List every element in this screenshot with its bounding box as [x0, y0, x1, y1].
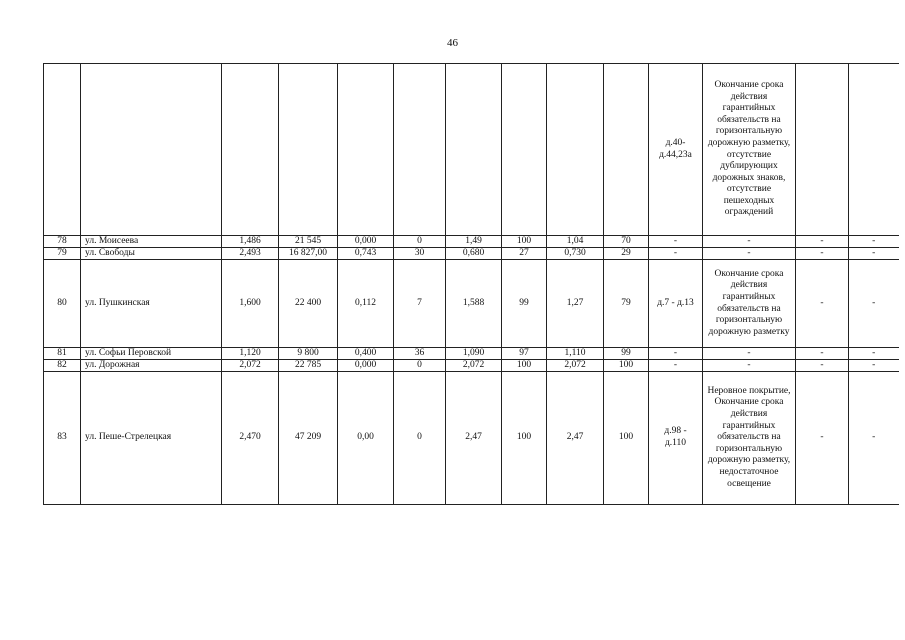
cell-percent-a: 0	[394, 236, 446, 248]
cell-value-b: 1,090	[446, 348, 502, 360]
cell-value-a: 0,112	[338, 260, 394, 348]
cell-value-c: 2,072	[547, 360, 604, 372]
cell-houses: д.7 - д.13	[649, 260, 703, 348]
cell-number: 83	[44, 372, 81, 505]
cell-street: ул. Софьи Перовской	[81, 348, 222, 360]
cell-notes: Неровное покрытие, Окончание срока действия гарантийных обязательств на горизонтальную дорожную разметку, недостаточное освещение	[703, 372, 796, 505]
cell-notes: Окончание срока действия гарантийных обязательств на горизонтальную дорожную разметку, отсутствие дублирующих дорожных знаков, отсутствие пешеходных ограждений	[703, 64, 796, 236]
cell-percent-b: 27	[502, 248, 547, 260]
cell-number: 81	[44, 348, 81, 360]
cell-houses-text: д.40- д.44,23а	[659, 137, 692, 160]
cell-percent-c: 100	[604, 372, 649, 505]
cell-percent-c: 70	[604, 236, 649, 248]
cell-houses	[649, 64, 703, 236]
cell-length: 2,072	[222, 360, 279, 372]
cell-extra-a: -	[796, 360, 849, 372]
cell-street	[81, 64, 222, 236]
cell-houses: -	[649, 360, 703, 372]
cell-houses-text: д.98 - д.110	[664, 426, 687, 448]
cell-houses	[649, 372, 703, 505]
cell-houses: -	[649, 348, 703, 360]
cell-percent-a: 0	[394, 372, 446, 505]
cell-length: 2,493	[222, 248, 279, 260]
cell-value-a: 0,400	[338, 348, 394, 360]
cell-area: 22 400	[279, 260, 338, 348]
cell-length	[222, 64, 279, 236]
cell-percent-a: 30	[394, 248, 446, 260]
cell-percent-c: 29	[604, 248, 649, 260]
cell-notes: -	[703, 360, 796, 372]
table-row	[44, 360, 899, 372]
cell-notes: Окончание срока действия гарантийных обязательств на горизонтальную дорожную разметку	[703, 260, 796, 348]
cell-length: 1,120	[222, 348, 279, 360]
cell-area: 16 827,00	[279, 248, 338, 260]
cell-street: ул. Пеше-Стрелецкая	[81, 372, 222, 505]
cell-percent-b: 97	[502, 348, 547, 360]
cell-number: 79	[44, 248, 81, 260]
cell-value-a: 0,00	[338, 372, 394, 505]
cell-value-c: 0,730	[547, 248, 604, 260]
cell-number: 80	[44, 260, 81, 348]
cell-extra-a: -	[796, 248, 849, 260]
cell-length: 1,600	[222, 260, 279, 348]
cell-notes: -	[703, 248, 796, 260]
cell-percent-a: 36	[394, 348, 446, 360]
cell-value-c: 1,04	[547, 236, 604, 248]
road-condition-table	[43, 63, 899, 505]
cell-houses: -	[649, 236, 703, 248]
cell-percent-b: 99	[502, 260, 547, 348]
cell-percent-b: 100	[502, 236, 547, 248]
cell-value-b: 1,49	[446, 236, 502, 248]
table-row	[44, 372, 899, 505]
cell-extra-a: -	[796, 372, 849, 505]
cell-percent-c	[604, 64, 649, 236]
cell-value-b: 2,072	[446, 360, 502, 372]
cell-area	[279, 64, 338, 236]
cell-street: ул. Свободы	[81, 248, 222, 260]
cell-area: 21 545	[279, 236, 338, 248]
cell-notes: -	[703, 236, 796, 248]
cell-extra-a	[796, 64, 849, 236]
cell-street: ул. Дорожная	[81, 360, 222, 372]
cell-percent-c: 100	[604, 360, 649, 372]
cell-value-b	[446, 64, 502, 236]
cell-number: 82	[44, 360, 81, 372]
cell-percent-a: 7	[394, 260, 446, 348]
cell-extra-b: -	[849, 360, 899, 372]
cell-percent-a: 0	[394, 360, 446, 372]
cell-value-a: 0,000	[338, 236, 394, 248]
table-row	[44, 248, 899, 260]
cell-extra-b	[849, 64, 899, 236]
cell-area: 22 785	[279, 360, 338, 372]
cell-value-c: 1,27	[547, 260, 604, 348]
cell-value-a: 0,743	[338, 248, 394, 260]
cell-percent-a	[394, 64, 446, 236]
cell-area: 9 800	[279, 348, 338, 360]
cell-number	[44, 64, 81, 236]
cell-extra-b: -	[849, 236, 899, 248]
cell-extra-a: -	[796, 348, 849, 360]
cell-value-c: 2,47	[547, 372, 604, 505]
cell-percent-c: 79	[604, 260, 649, 348]
cell-extra-a: -	[796, 260, 849, 348]
table-row	[44, 236, 899, 248]
cell-number: 78	[44, 236, 81, 248]
cell-extra-b: -	[849, 248, 899, 260]
cell-extra-b: -	[849, 372, 899, 505]
cell-extra-b: -	[849, 348, 899, 360]
cell-value-b: 1,588	[446, 260, 502, 348]
cell-houses: -	[649, 248, 703, 260]
cell-value-b: 2,47	[446, 372, 502, 505]
cell-extra-a: -	[796, 236, 849, 248]
table-row	[44, 348, 899, 360]
cell-street: ул. Пушкинская	[81, 260, 222, 348]
table-row	[44, 260, 899, 348]
page-number: 46	[447, 37, 458, 49]
cell-notes: -	[703, 348, 796, 360]
cell-percent-c: 99	[604, 348, 649, 360]
cell-value-c: 1,110	[547, 348, 604, 360]
cell-value-b: 0,680	[446, 248, 502, 260]
cell-percent-b: 100	[502, 360, 547, 372]
cell-extra-b: -	[849, 260, 899, 348]
cell-length: 1,486	[222, 236, 279, 248]
cell-area: 47 209	[279, 372, 338, 505]
cell-value-c	[547, 64, 604, 236]
cell-value-a: 0,000	[338, 360, 394, 372]
cell-percent-b: 100	[502, 372, 547, 505]
cell-value-a	[338, 64, 394, 236]
cell-percent-b	[502, 64, 547, 236]
cell-length: 2,470	[222, 372, 279, 505]
cell-street: ул. Моисеева	[81, 236, 222, 248]
table-row-continued	[44, 64, 899, 236]
